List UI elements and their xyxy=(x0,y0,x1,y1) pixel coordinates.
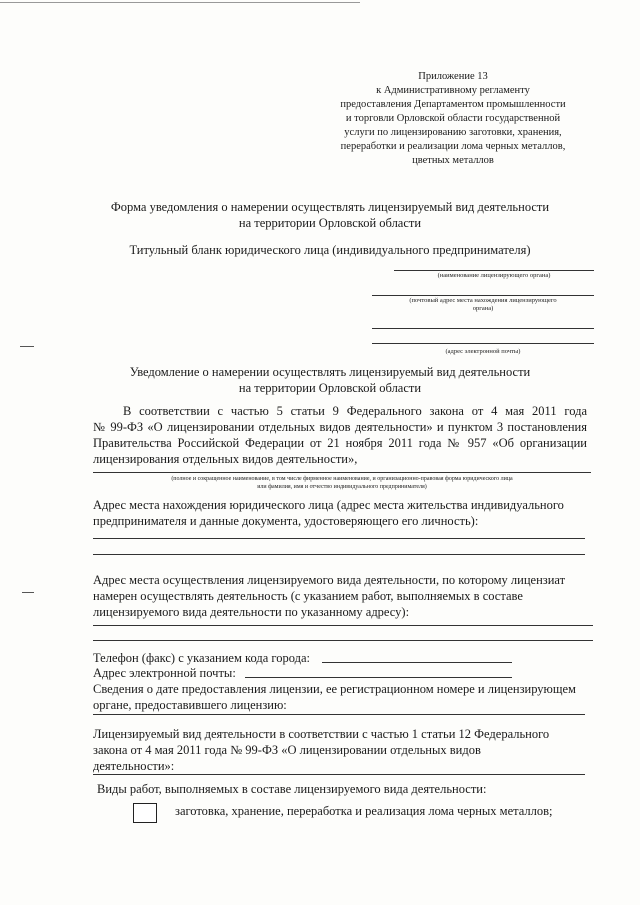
licensed-activity-label xyxy=(93,726,593,774)
activity-address-label xyxy=(93,572,593,620)
addressee-email-field[interactable] xyxy=(372,343,594,344)
works-title: Виды работ, выполняемых в составе лицензируемого вида деятельности: xyxy=(97,782,487,796)
label-line: предпринимателя и данные документа, удостоверяющего его личность): xyxy=(93,514,479,528)
phone-label: Телефон (факс) с указанием кода города: xyxy=(93,651,310,665)
label-line: Сведения о дате предоставления лицензии, ее регистрационном номере и лицензирующем xyxy=(93,682,576,696)
email-label: Адрес электронной почты: xyxy=(93,666,236,680)
scan-mark xyxy=(22,592,34,593)
addressee-postal-field[interactable] xyxy=(372,295,594,296)
addressee-name-caption: (наименование лицензирующего органа) xyxy=(437,272,551,279)
appendix-line: цветных металлов xyxy=(412,155,494,166)
label-line: органе, предоставившего лицензию: xyxy=(93,698,287,712)
caption-line: (почтовый адрес места нахождения лицензирующего xyxy=(409,297,557,304)
licensee-name-caption xyxy=(88,475,596,491)
caption-line: или фамилия, имя и отчество индивидуального предпринимателя) xyxy=(257,484,427,490)
addressee-name-field[interactable] xyxy=(394,270,594,271)
notice-title-line: Уведомление о намерении осуществлять лицензируемый вид деятельности xyxy=(129,365,531,379)
licensed-activity-field[interactable] xyxy=(93,774,585,775)
appendix-line: Приложение 13 xyxy=(418,71,488,82)
scan-mark xyxy=(20,346,34,347)
addressee-postal-caption xyxy=(372,297,594,313)
addressee-email-caption: (адрес электронной почты) xyxy=(445,348,521,355)
notice-title xyxy=(60,364,600,396)
work-checkbox[interactable] xyxy=(133,803,157,823)
form-title-line: Форма уведомления о намерении осуществлять лицензируемый вид деятельности xyxy=(110,200,550,214)
appendix-block xyxy=(318,70,588,168)
label-line: намерен осуществлять деятельность (с указанием работ, выполняемых в составе xyxy=(93,589,523,603)
licensee-name-field[interactable] xyxy=(93,472,591,473)
label-line: лицензируемого вида деятельности по указанному адресу): xyxy=(93,605,410,619)
label-line: Адрес места осуществления лицензируемого вида деятельности, по которому лицензиат xyxy=(93,573,566,587)
caption-line: (полное и сокращенное наименование, в том числе фирменное наименование, и организационно-правовая форма юридического лица xyxy=(171,476,513,482)
license-info-field[interactable] xyxy=(93,714,585,715)
appendix-line: услуги по лицензированию заготовки, хранения, xyxy=(344,127,562,138)
form-title xyxy=(60,199,600,231)
intro-paragraph xyxy=(93,403,587,467)
legal-address-field[interactable] xyxy=(93,538,585,539)
cover-title: Титульный бланк юридического лица (индивидуального предпринимателя) xyxy=(129,243,531,257)
label-line: деятельности»: xyxy=(93,759,175,773)
works-item xyxy=(133,801,593,825)
intro-line: В соответствии с частью 5 статьи 9 Федерального закона от 4 мая 2011 года xyxy=(123,404,587,418)
license-info-label xyxy=(93,681,593,713)
form-title-line: на территории Орловской области xyxy=(238,216,422,230)
phone-field[interactable] xyxy=(322,662,512,663)
label-line: закона от 4 мая 2011 года № 99-ФЗ «О лицензировании отдельных видов xyxy=(93,743,481,757)
appendix-line: и торговли Орловской области государственной xyxy=(345,113,561,124)
appendix-line: переработки и реализации лома черных металлов, xyxy=(340,141,566,152)
legal-address-field[interactable] xyxy=(93,554,585,555)
work-label: заготовка, хранение, переработка и реализация лома черных металлов; xyxy=(175,804,553,818)
legal-address-label xyxy=(93,497,593,529)
intro-line: № 99-ФЗ «О лицензировании отдельных видов деятельности» и пунктом 3 постановления xyxy=(93,420,587,434)
label-line: Адрес места нахождения юридического лица (адрес места жительства индивидуального xyxy=(93,498,564,512)
caption-line: органа) xyxy=(472,305,494,312)
activity-address-field[interactable] xyxy=(93,625,593,626)
email-field[interactable] xyxy=(245,677,512,678)
activity-address-field[interactable] xyxy=(93,640,593,641)
intro-line: лицензирования отдельных видов деятельности», xyxy=(93,452,358,466)
label-line: Лицензируемый вид деятельности в соответствии с частью 1 статьи 12 Федерального xyxy=(93,727,550,741)
intro-line: Правительства Российской Федерации от 21 ноября 2011 года № 957 «Об организации xyxy=(93,436,587,450)
addressee-postal-field-extra[interactable] xyxy=(372,328,594,329)
appendix-line: к Административному регламенту xyxy=(376,85,530,96)
scan-mark xyxy=(0,2,360,3)
notice-title-line: на территории Орловской области xyxy=(238,381,422,395)
appendix-line: предоставления Департаментом промышленности xyxy=(340,99,566,110)
